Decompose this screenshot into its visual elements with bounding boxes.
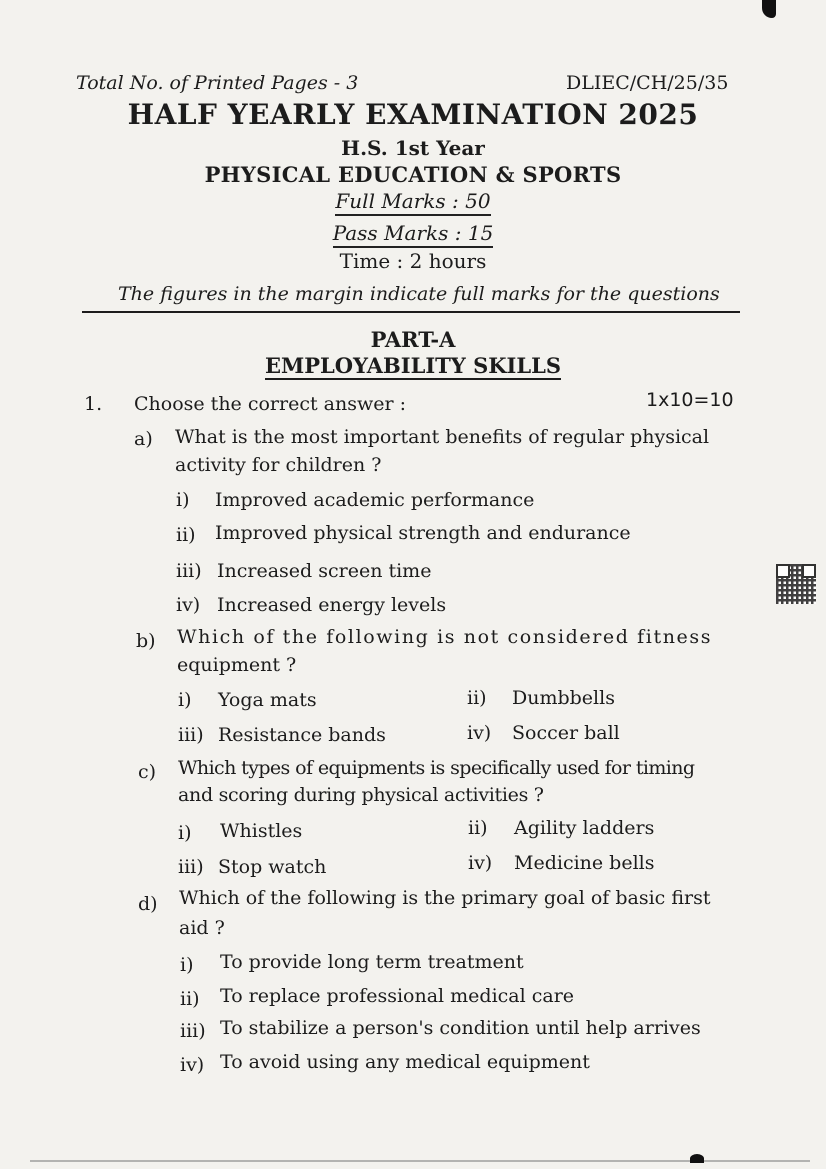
option-text: Increased screen time	[217, 560, 432, 582]
part-title: PART-A	[370, 327, 456, 352]
option-label: ii)	[180, 988, 200, 1010]
printed-pages-note: Total No. of Printed Pages - 3	[76, 72, 359, 94]
subquestion-text: and scoring during physical activities ?	[178, 784, 544, 806]
option-label: iii)	[178, 856, 204, 878]
pass-marks	[0, 221, 826, 245]
corner-ink-mark	[762, 0, 776, 18]
option-text: Soccer ball	[512, 722, 620, 744]
subquestion-text: aid ?	[179, 917, 225, 939]
subquestion-label: a)	[134, 428, 153, 450]
option-label: i)	[178, 822, 192, 844]
section-title-text: EMPLOYABILITY SKILLS	[264, 353, 562, 378]
full-marks	[0, 189, 826, 213]
option-label: i)	[176, 489, 190, 511]
option-text: Stop watch	[218, 856, 327, 878]
qr-code-icon	[776, 564, 816, 604]
ink-blot	[690, 1154, 704, 1163]
option-label: iv)	[180, 1054, 205, 1076]
option-label: iv)	[468, 852, 493, 874]
option-text: To stabilize a person's condition until help arrives	[220, 1017, 701, 1039]
full-marks-text: Full Marks : 50	[335, 189, 490, 216]
option-text: To avoid using any medical equipment	[220, 1051, 590, 1073]
option-label: iii)	[180, 1020, 206, 1042]
subquestion-text: What is the most important benefits of regular physical	[175, 426, 710, 448]
question-text: Choose the correct answer :	[134, 393, 406, 415]
subquestion-text: Which of the following is not considered fitness	[177, 626, 713, 648]
option-label: iii)	[178, 724, 204, 746]
option-text: To replace professional medical care	[220, 985, 575, 1007]
pass-marks-text: Pass Marks : 15	[333, 221, 494, 248]
exam-title: HALF YEARLY EXAMINATION 2025	[127, 98, 699, 131]
header-divider	[82, 311, 740, 313]
subquestion-text: activity for children ?	[175, 454, 382, 476]
subquestion-text: equipment ?	[177, 654, 297, 676]
subquestion-text: Which types of equipments is specifically used for timing	[178, 757, 695, 779]
subquestion-label: d)	[138, 893, 158, 915]
paper-code: DLIEC/CH/25/35	[566, 72, 729, 94]
subject-title: PHYSICAL EDUCATION & SPORTS	[204, 162, 622, 187]
option-label: ii)	[467, 687, 487, 709]
exam-time: Time : 2 hours	[339, 249, 487, 273]
option-label: i)	[178, 689, 192, 711]
option-label: iv)	[467, 722, 492, 744]
option-label: iv)	[176, 594, 201, 616]
option-label: ii)	[176, 524, 196, 546]
option-text: Improved academic performance	[215, 489, 535, 511]
question-marks: 1x10=10	[646, 389, 734, 411]
option-text: Dumbbells	[512, 687, 615, 709]
question-number: 1.	[84, 393, 103, 415]
class-year: H.S. 1st Year	[341, 136, 485, 160]
option-label: i)	[180, 954, 194, 976]
option-text: Increased energy levels	[217, 594, 447, 616]
option-text: Yoga mats	[218, 689, 317, 711]
subquestion-label: c)	[138, 761, 157, 783]
option-label: iii)	[176, 560, 202, 582]
option-label: ii)	[468, 817, 488, 839]
option-text: Whistles	[220, 820, 303, 842]
section-title	[0, 353, 826, 378]
option-text: Improved physical strength and endurance	[215, 522, 631, 544]
option-text: Resistance bands	[218, 724, 386, 746]
option-text: Medicine bells	[514, 852, 655, 874]
option-text: Agility ladders	[514, 817, 655, 839]
subquestion-label: b)	[136, 630, 156, 652]
subquestion-text: Which of the following is the primary goal of basic first	[179, 887, 711, 909]
option-text: To provide long term treatment	[220, 951, 524, 973]
instructions: The figures in the margin indicate full marks for the questions	[118, 283, 720, 305]
